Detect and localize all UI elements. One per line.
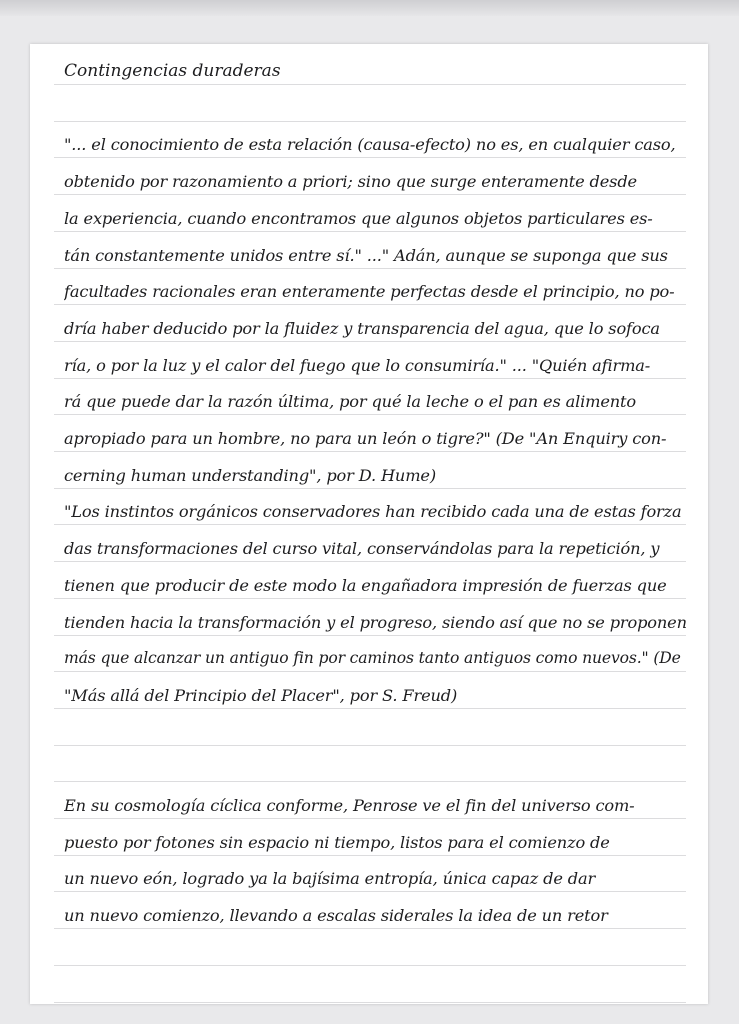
ruled-line bbox=[54, 635, 686, 636]
text-line: "... el conocimiento de esta relación (causa-efecto) no es, en cualquier caso, bbox=[64, 135, 676, 155]
ruled-line bbox=[54, 598, 686, 599]
ruled-line bbox=[54, 1002, 686, 1003]
ruled-line bbox=[54, 341, 686, 342]
text-line: apropiado para un hombre, no para un león o tigre?" (De "An Enquiry con- bbox=[64, 429, 667, 448]
ruled-line bbox=[54, 818, 686, 819]
ruled-line bbox=[54, 524, 686, 525]
ruled-line bbox=[54, 414, 686, 415]
ruled-line bbox=[54, 157, 686, 158]
ruled-line bbox=[54, 451, 686, 452]
text-line: un nuevo eón, logrado ya la bajísima entropía, única capaz de dar bbox=[64, 869, 596, 889]
text-line: obtenido por razonamiento a priori; sino que surge enteramente desde bbox=[64, 172, 637, 192]
ruled-line bbox=[54, 121, 686, 122]
ruled-line bbox=[54, 488, 686, 489]
ruled-line bbox=[54, 378, 686, 379]
text-line: un nuevo comienzo, llevando a escalas siderales la idea de un retor bbox=[64, 906, 608, 926]
text-line: En su cosmología cíclica conforme, Penrose ve el fin del universo com- bbox=[64, 796, 635, 815]
text-line: das transformaciones del curso vital, conservándolas para la repetición, y bbox=[64, 539, 660, 559]
text-line: tán constantemente unidos entre sí." ..." Adán, aunque se suponga que sus bbox=[64, 245, 668, 265]
ruled-line bbox=[54, 561, 686, 562]
ruled-line bbox=[54, 891, 686, 892]
ruled-line bbox=[54, 781, 686, 782]
ruled-line bbox=[54, 965, 686, 966]
text-line: puesto por fotones sin espacio ni tiempo, listos para el comienzo de bbox=[64, 832, 610, 852]
notebook-page bbox=[30, 44, 708, 1004]
ruled-line bbox=[54, 708, 686, 709]
ruled-line bbox=[54, 928, 686, 929]
ruled-line bbox=[54, 194, 686, 195]
text-line: tienden hacia la transformación y el progreso, siendo así que no se proponen bbox=[64, 612, 687, 632]
text-line: facultades racionales eran enteramente perfectas desde el principio, no po- bbox=[64, 282, 675, 302]
note-title: Contingencias duraderas bbox=[64, 61, 281, 81]
text-line: "Los instintos orgánicos conservadores han recibido cada una de estas forza bbox=[64, 502, 682, 522]
text-line: la experiencia, cuando encontramos que algunos objetos particulares es- bbox=[64, 208, 653, 228]
ruled-line bbox=[54, 671, 686, 672]
ruled-line bbox=[54, 745, 686, 746]
ruled-line bbox=[54, 855, 686, 856]
ruled-line bbox=[54, 231, 686, 232]
text-line: tienen que producir de este modo la engañadora impresión de fuerzas que bbox=[64, 575, 667, 595]
text-line: dría haber deducido por la fluidez y transparencia del agua, que lo sofoca bbox=[64, 318, 660, 338]
ruled-line bbox=[54, 84, 686, 85]
text-line: "Más allá del Principio del Placer", por S. Freud) bbox=[64, 685, 458, 705]
text-line: más que alcanzar un antiguo fin por caminos tanto antiguos como nuevos." (De bbox=[64, 649, 681, 668]
text-line: ría, o por la luz y el calor del fuego que lo consumiría." ... "Quién afirma- bbox=[64, 355, 651, 375]
ruled-line bbox=[54, 304, 686, 305]
ruled-line bbox=[54, 268, 686, 269]
window-top-bar bbox=[0, 0, 739, 16]
text-line: rá que puede dar la razón última, por qué la leche o el pan es alimento bbox=[64, 392, 637, 412]
text-line: cerning human understanding", por D. Hume) bbox=[64, 465, 436, 485]
